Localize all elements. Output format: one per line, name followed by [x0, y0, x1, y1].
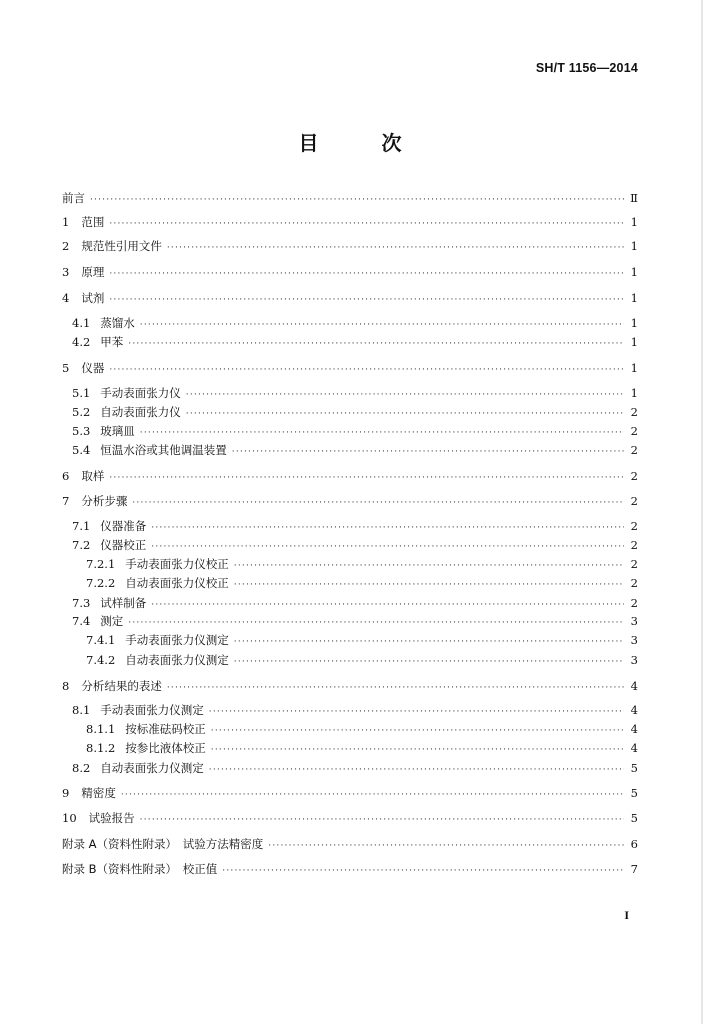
toc-entry[interactable]: [62, 468, 638, 484]
toc-entry-label: [72, 334, 123, 350]
toc-entry-title: 规范性引用文件: [81, 239, 162, 253]
toc-entry-label: [62, 861, 217, 877]
toc-dot-leader: [234, 634, 624, 650]
toc-entry[interactable]: [72, 404, 638, 420]
toc-entry-number: 9: [62, 786, 70, 800]
toc-entry-title: 试验报告: [88, 811, 135, 825]
toc-dot-leader: [140, 812, 624, 828]
toc-page-number: 1: [630, 239, 638, 253]
toc-page-number: 1: [630, 215, 638, 229]
toc-entry-label: [72, 613, 123, 629]
toc-entry[interactable]: [72, 537, 638, 553]
toc-entry[interactable]: [62, 836, 638, 852]
toc-entry-number: 5: [62, 361, 70, 375]
toc-entry-label: [72, 537, 146, 553]
toc-dot-leader: [128, 336, 624, 352]
toc-dot-leader: [109, 470, 624, 486]
toc-entry[interactable]: [72, 315, 638, 331]
toc-entry-title: 仪器: [81, 361, 105, 375]
toc-entry-label: [62, 360, 104, 376]
toc-entry-label: [86, 740, 206, 756]
toc-entry[interactable]: [62, 238, 638, 254]
toc-entry[interactable]: [72, 334, 638, 350]
toc-dot-leader: [167, 680, 624, 696]
toc-dot-leader: [90, 192, 624, 208]
toc-entry-title: 分析步骤: [81, 494, 128, 508]
toc-entry-number: 8.1: [72, 703, 91, 717]
toc-entry-number: 1: [62, 215, 70, 229]
toc-page-number: 1: [630, 291, 638, 305]
toc-page-number: 6: [630, 837, 638, 851]
toc-entry-title: 附录 B（资料性附录） 校正值: [62, 862, 218, 876]
toc-entry-label: [86, 652, 229, 668]
toc-entry-number: 7.4: [72, 614, 91, 628]
toc-entry-label: [62, 493, 127, 509]
toc-entry-label: [86, 556, 229, 572]
toc-dot-leader: [268, 838, 624, 854]
toc-entry[interactable]: [72, 385, 638, 401]
toc-entry-label: [62, 238, 162, 254]
toc-entry-title: 手动表面张力仪: [100, 386, 181, 400]
toc-dot-leader: [232, 444, 624, 460]
toc-entry-title: 前言: [62, 191, 85, 205]
toc-entry-label: [86, 575, 229, 591]
toc-page-number: 4: [630, 741, 638, 755]
toc-page-number: Ⅱ: [630, 191, 638, 205]
toc-page-number: 5: [630, 811, 638, 825]
toc-page-number: 1: [630, 265, 638, 279]
toc-entry-number: 7.3: [72, 596, 91, 610]
toc-entry-title: 试剂: [81, 291, 105, 305]
toc-dot-leader: [209, 704, 624, 720]
toc-entry[interactable]: [62, 360, 638, 376]
toc-entry-label: [62, 214, 104, 230]
toc-entry-number: 8.2: [72, 761, 91, 775]
toc-dot-leader: [211, 723, 624, 739]
toc-dot-leader: [109, 292, 624, 308]
toc-dot-leader: [151, 539, 624, 555]
toc-entry[interactable]: [72, 760, 638, 776]
toc-page-number: 2: [630, 424, 638, 438]
toc-entry-title: 恒温水浴或其他调温装置: [100, 443, 227, 457]
page-title: 目 次: [298, 131, 430, 155]
toc-page-number: 3: [630, 653, 638, 667]
toc-entry-title: 仪器准备: [100, 519, 147, 533]
toc-entry-number: 8.1.2: [86, 741, 116, 755]
toc-entry-title: 试样制备: [100, 596, 147, 610]
toc-entry-title: 分析结果的表述: [81, 679, 162, 693]
toc-dot-leader: [140, 425, 624, 441]
toc-entry-number: 5.2: [72, 405, 91, 419]
toc-entry-number: 7.2.2: [86, 576, 116, 590]
toc-entry-title: 自动表面张力仪校正: [125, 576, 229, 590]
toc-page-number: 2: [630, 519, 638, 533]
toc-entry-label: [62, 785, 116, 801]
toc-entry-label: [62, 264, 104, 280]
toc-entry[interactable]: [86, 740, 638, 756]
toc-entry[interactable]: [86, 652, 638, 668]
toc-dot-leader: [234, 577, 624, 593]
toc-entry-title: 手动表面张力仪测定: [125, 633, 229, 647]
document-code: SH/T 1156—2014: [535, 61, 638, 75]
toc-entry-number: 3: [62, 265, 70, 279]
toc-entry-label: [72, 404, 181, 420]
toc-entry-title: 取样: [81, 469, 105, 483]
toc-entry[interactable]: [72, 595, 638, 611]
toc-entry-number: 5.4: [72, 443, 91, 457]
toc-entry-label: [72, 315, 135, 331]
toc-entry[interactable]: [72, 518, 638, 534]
toc-entry-number: 8: [62, 679, 70, 693]
toc-entry[interactable]: [62, 290, 638, 306]
toc-entry-label: [72, 595, 146, 611]
toc-entry-label: [62, 190, 85, 206]
toc-entry[interactable]: [72, 613, 638, 629]
toc-dot-leader: [151, 520, 624, 536]
toc-page-number: 1: [630, 386, 638, 400]
toc-page-number: 2: [630, 557, 638, 571]
toc-entry-number: 5.3: [72, 424, 91, 438]
toc-entry-title: 精密度: [81, 786, 116, 800]
toc-entry[interactable]: [62, 493, 638, 509]
toc-entry-title: 按标准砝码校正: [125, 722, 206, 736]
toc-entry[interactable]: [62, 861, 638, 877]
toc-dot-leader: [167, 240, 624, 256]
toc-entry-title: 测定: [100, 614, 124, 628]
toc-page-number: 1: [630, 335, 638, 349]
toc-dot-leader: [186, 387, 624, 403]
toc-entry[interactable]: [62, 785, 638, 801]
toc-page-number: 2: [630, 443, 638, 457]
toc-entry-number: 2: [62, 239, 70, 253]
page-number: I: [624, 908, 629, 922]
toc-dot-leader: [121, 787, 624, 803]
toc-entry-number: 7.4.2: [86, 653, 116, 667]
toc-entry[interactable]: [62, 810, 638, 826]
toc-entry-label: [62, 290, 104, 306]
toc-entry-label: [72, 702, 204, 718]
toc-page-number: 3: [630, 633, 638, 647]
toc-dot-leader: [109, 216, 624, 232]
toc-page-number: 1: [630, 361, 638, 375]
toc-dot-leader: [209, 762, 624, 778]
toc-entry-label: [72, 423, 135, 439]
toc-page-number: 4: [630, 703, 638, 717]
toc-page-number: 3: [630, 614, 638, 628]
toc-entry-title: 手动表面张力仪校正: [125, 557, 229, 571]
toc-entry-label: [62, 836, 263, 852]
toc-entry-label: [86, 721, 206, 737]
toc-entry-title: 自动表面张力仪测定: [100, 761, 204, 775]
toc-entry-label: [62, 678, 162, 694]
toc-entry-number: 4.2: [72, 335, 91, 349]
toc-page-number: 5: [630, 761, 638, 775]
toc-page-number: 2: [630, 596, 638, 610]
toc-entry-number: 10: [62, 811, 77, 825]
toc-entry[interactable]: [86, 556, 638, 572]
toc-page-number: 2: [630, 576, 638, 590]
toc-entry-number: 7: [62, 494, 70, 508]
toc-entry-number: 4.1: [72, 316, 91, 330]
toc-entry-label: [72, 442, 227, 458]
toc-entry-number: 4: [62, 291, 70, 305]
toc-dot-leader: [234, 654, 624, 670]
toc-entry-title: 附录 A（资料性附录） 试验方法精密度: [62, 837, 264, 851]
toc-dot-leader: [211, 742, 624, 758]
toc-dot-leader: [234, 558, 624, 574]
toc-page-number: 2: [630, 469, 638, 483]
toc-dot-leader: [140, 317, 624, 333]
toc-entry-title: 手动表面张力仪测定: [100, 703, 204, 717]
toc-entry-title: 自动表面张力仪: [100, 405, 181, 419]
toc-entry-label: [62, 810, 135, 826]
toc-dot-leader: [128, 615, 624, 631]
toc-entry-title: 按参比液体校正: [125, 741, 206, 755]
toc-entry[interactable]: [72, 423, 638, 439]
toc-entry-label: [72, 518, 146, 534]
toc-dot-leader: [109, 362, 624, 378]
toc-dot-leader: [151, 597, 624, 613]
toc-entry[interactable]: [62, 264, 638, 280]
toc-entry[interactable]: [62, 678, 638, 694]
toc-page-number: 7: [630, 862, 638, 876]
toc-entry-number: 5.1: [72, 386, 91, 400]
toc-entry-title: 蒸馏水: [100, 316, 135, 330]
toc-entry-label: [86, 632, 229, 648]
toc-entry-title: 仪器校正: [100, 538, 147, 552]
toc-entry[interactable]: [62, 214, 638, 230]
toc-page-number: 2: [630, 538, 638, 552]
toc-dot-leader: [109, 266, 624, 282]
toc-entry[interactable]: [72, 702, 638, 718]
toc-entry[interactable]: [86, 632, 638, 648]
toc-page-number: 4: [630, 722, 638, 736]
toc-entry-label: [62, 468, 104, 484]
toc-entry-title: 自动表面张力仪测定: [125, 653, 229, 667]
toc-entry[interactable]: [62, 190, 638, 206]
toc-page-number: 4: [630, 679, 638, 693]
toc-entry-number: 7.2: [72, 538, 91, 552]
toc-entry-number: 7.1: [72, 519, 91, 533]
toc-page-number: 2: [630, 405, 638, 419]
toc-entry-number: 6: [62, 469, 70, 483]
toc-entry-number: 7.2.1: [86, 557, 116, 571]
toc-dot-leader: [132, 495, 624, 511]
toc-entry-label: [72, 385, 181, 401]
toc-entry-number: 7.4.1: [86, 633, 116, 647]
toc-dot-leader: [186, 406, 624, 422]
toc-entry-title: 甲苯: [100, 335, 124, 349]
toc-page-number: 5: [630, 786, 638, 800]
toc-entry[interactable]: [86, 721, 638, 737]
toc-dot-leader: [222, 863, 624, 879]
toc-entry-title: 原理: [81, 265, 105, 279]
toc-entry-label: [72, 760, 204, 776]
toc-entry-title: 玻璃皿: [100, 424, 135, 438]
toc-entry[interactable]: [86, 575, 638, 591]
toc-entry-title: 范围: [81, 215, 105, 229]
toc-page-number: 1: [630, 316, 638, 330]
toc-entry[interactable]: [72, 442, 638, 458]
toc-entry-number: 8.1.1: [86, 722, 116, 736]
toc-page-number: 2: [630, 494, 638, 508]
